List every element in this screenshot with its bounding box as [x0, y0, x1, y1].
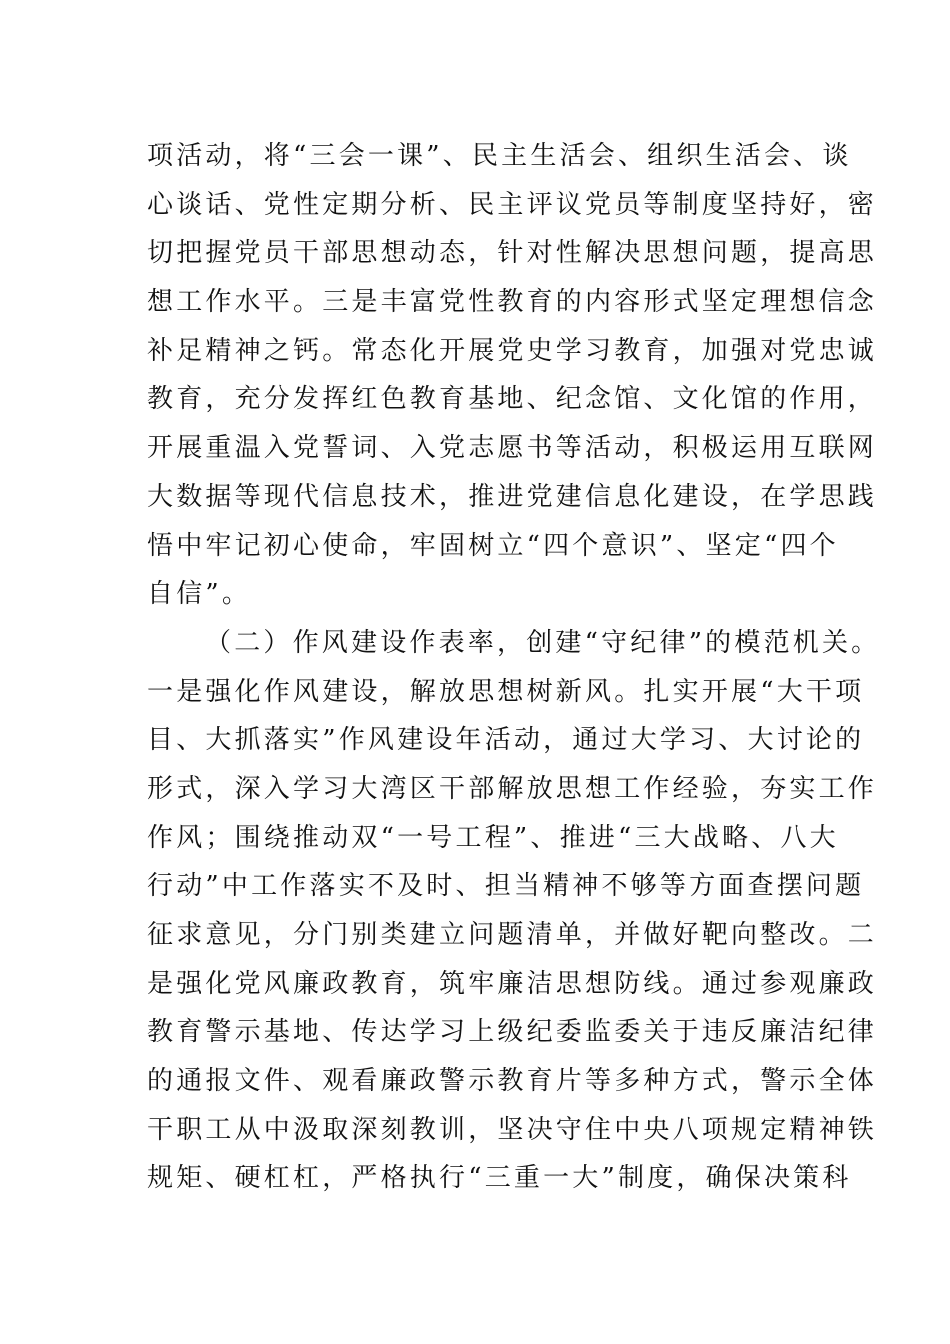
text-line: 形式，深入学习大湾区干部解放思想工作经验，夯实工作	[147, 773, 878, 804]
text-line: 开展重温入党誓词、入党志愿书等活动，积极运用互联网	[147, 433, 878, 464]
text-line: 教育警示基地、传达学习上级纪委监委关于违反廉洁纪律	[147, 1017, 878, 1048]
text-line: 大数据等现代信息技术，推进党建信息化建设，在学思践	[147, 481, 878, 512]
text-line: 一是强化作风建设，解放思想树新风。扎实开展“大干项	[147, 676, 865, 707]
text-line: 自信”。	[147, 579, 252, 610]
text-line: 目、大抓落实”作风建设年活动，通过大学习、大讨论的	[147, 725, 865, 756]
text-line: 的通报文件、观看廉政警示教育片等多种方式，警示全体	[147, 1066, 878, 1097]
text-line: 干职工从中汲取深刻教训，坚决守住中央八项规定精神铁	[147, 1114, 878, 1145]
text-line: 想工作水平。三是丰富党性教育的内容形式坚定理想信念	[147, 287, 878, 318]
text-line: 规矩、硬杠杠，严格执行“三重一大”制度，确保决策科	[147, 1163, 852, 1194]
text-line: 补足精神之钙。常态化开展党史学习教育，加强对党忠诚	[147, 335, 878, 366]
text-line: 心谈话、党性定期分析、民主评议党员等制度坚持好，密	[147, 189, 878, 220]
text-line: 切把握党员干部思想动态，针对性解决思想问题，提高思	[147, 238, 878, 269]
text-line: 项活动，将“三会一课”、民主生活会、组织生活会、谈	[147, 141, 852, 171]
section-heading-line: （二）作风建设作表率，创建“守纪律”的模范机关。	[205, 627, 881, 658]
text-line: 是强化党风廉政教育，筑牢廉洁思想防线。通过参观廉政	[147, 968, 878, 999]
text-line: 征求意见，分门别类建立问题清单，并做好靶向整改。二	[147, 920, 878, 950]
body-text	[147, 132, 881, 1203]
text-line: 作风；围绕推动双“一号工程”、推进“三大战略、八大	[147, 822, 839, 853]
text-line: 悟中牢记初心使命，牢固树立“四个意识”、坚定“四个	[147, 530, 839, 561]
text-line: 教育，充分发挥红色教育基地、纪念馆、文化馆的作用，	[147, 384, 878, 415]
text-line: 行动”中工作落实不及时、担当精神不够等方面查摆问题	[147, 871, 865, 902]
